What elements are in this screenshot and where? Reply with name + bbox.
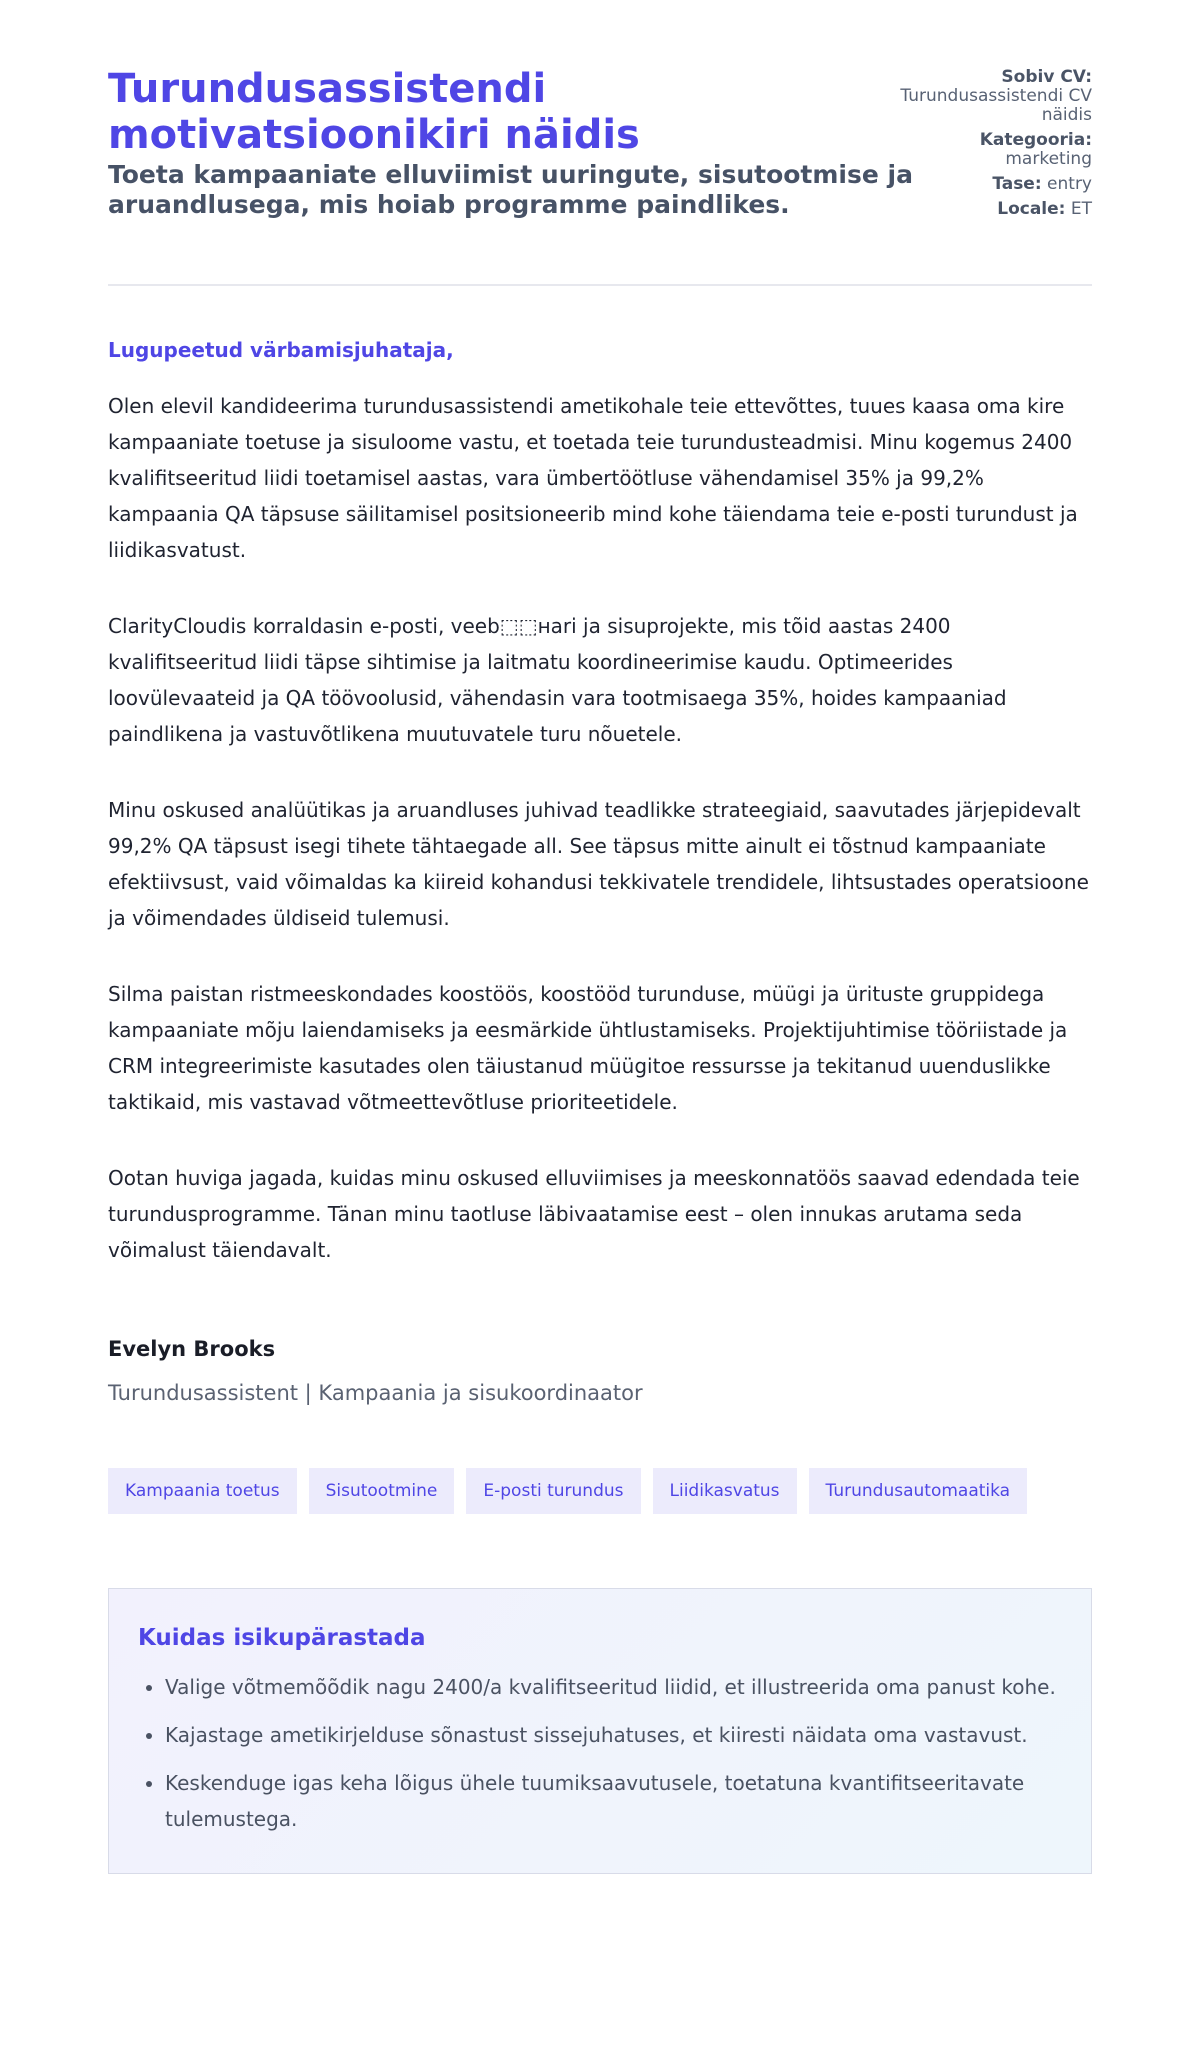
- meta-level: [872, 175, 1092, 194]
- skill-tag[interactable]: Turundusautomaatika: [809, 1468, 1028, 1514]
- signature-name: Evelyn Brooks: [108, 1337, 276, 1361]
- tip-item: • Keskenduge igas keha lõigus ühele tuumiksaavutusele, toetatuna kvantifitseeritavate tulemustega.: [165, 1765, 1062, 1837]
- page-subtitle: Toeta kampaaniate elluviimist uuringute, sisutootmise ja aruandlusega, mis hoiab programme paindlikes.: [108, 160, 913, 219]
- tips-list: [138, 1669, 1062, 1837]
- meta-level-label: Tase:: [992, 174, 1042, 194]
- letter-paragraph: Silma paistan ristmeeskondades koostöös, koostööd turunduse, müügi ja ürituste gruppidega kampaaniate mõju laiendamiseks ja eesmärkide ühtlustamiseks. Projektijuhtimise tööriistade ja CRM integreerimiste kasutades olen täiustanud müügitoe ressurssе ja tekitanud uuenduslikke taktikaid, mis vastavad võtmeettevõtluse prioriteetidele.: [108, 982, 1068, 1114]
- tip-item: • Valige võtmemõõdik nagu 2400/a kvalifitseeritud liidid, et illustreerida oma panust kohe.: [165, 1669, 1062, 1705]
- meta-cv: [872, 68, 1092, 125]
- letter-paragraph: Ootan huviga jagada, kuidas minu oskused elluviimises ja meeskonnatöös saavad edendada teie turundusprogramme. Tänan minu taotluse läbivaatamise eest – olen innukas arutama seda võimalust täiendavalt.: [108, 1166, 1080, 1262]
- meta-locale-value: ET: [1070, 199, 1092, 219]
- personalization-tips: [108, 1588, 1092, 1874]
- signature: [108, 1334, 1092, 1408]
- meta-category-label: Kategooria:: [979, 130, 1092, 150]
- skill-tag[interactable]: Kampaania toetus: [108, 1468, 297, 1514]
- skill-tag[interactable]: Sisutootmine: [309, 1468, 455, 1514]
- tip-item: • Kajastage ametikirjelduse sõnastust sissejuhatuses, et kiiresti näidata oma vastavust.: [165, 1717, 1062, 1753]
- meta-cv-value[interactable]: Turundusassistendi CV näidis: [900, 86, 1092, 125]
- letter-paragraph: ClarityCloudis korraldasin e-posti, veeb⬚⬚нari ja sisuprojekte, mis tõid aastas 2400 kvalifitseeritud liidi täpse sihtimise ja laitmatu koordineerimise kaudu. Optimeerides loovülevaateid ja QA töövoolusid, vähendasin vara tootmisaega 35%, hoides kampaaniad paindlikena ja vastuvõtlikena muutuvatele turu nõuetele.: [108, 614, 1007, 746]
- page-title: Turundusassistendi motivatsioonikiri näidis: [108, 66, 640, 158]
- meta-locale: [872, 200, 1092, 219]
- skill-tag[interactable]: Liidikasvatus: [653, 1468, 797, 1514]
- meta-cv-label: Sobiv CV:: [1001, 67, 1092, 87]
- letter-paragraph: Minu oskused analüütikas ja aruandluses juhivad teadlikke strateegiaid, saavutades järjepidevalt 99,2% QA täpsust isegi tihete tähtaegade all. See täpsus mitte ainult ei tõstnud kampaaniate efektiivsust, vaid võimaldas ka kiireid kohandusi tekkivatele trendidele, lihtsustades operatsioone ja võimendades üldiseid tulemusi.: [108, 798, 1089, 930]
- meta-level-value: entry: [1047, 174, 1092, 194]
- signature-role: Turundusassistent | Kampaania ja sisukoordinaator: [108, 1381, 643, 1405]
- letter-paragraph: Olen elevil kandideerima turundusassistendi ametikohale teie ettevõttes, tuues kaasa oma kire kampaaniate toetuse ja sisuloome vastu, et toetada teie turundusteadmisi. Minu kogemus 2400 kvalifitseeritud liidi toetamisel aastas, vara ümbertöötluse vähendamisel 35% ja 99,2% kampaania QA täpsuse säilitamisel positsioneerib mind kohe täiendama teie e-posti turundust ja liidikasvatust.: [108, 394, 1078, 562]
- letter-body: [108, 336, 1092, 1268]
- meta-panel: [872, 68, 1092, 225]
- skill-tags: [108, 1468, 1092, 1514]
- meta-category-value: marketing: [1005, 149, 1092, 169]
- letter-greeting: Lugupeetud värbamisjuhataja,: [108, 338, 454, 362]
- meta-locale-label: Locale:: [997, 199, 1066, 219]
- meta-category: [872, 131, 1092, 169]
- tips-title: Kuidas isikupärastada: [138, 1625, 426, 1651]
- page-header: [108, 0, 1092, 286]
- skill-tag[interactable]: E-posti turundus: [466, 1468, 640, 1514]
